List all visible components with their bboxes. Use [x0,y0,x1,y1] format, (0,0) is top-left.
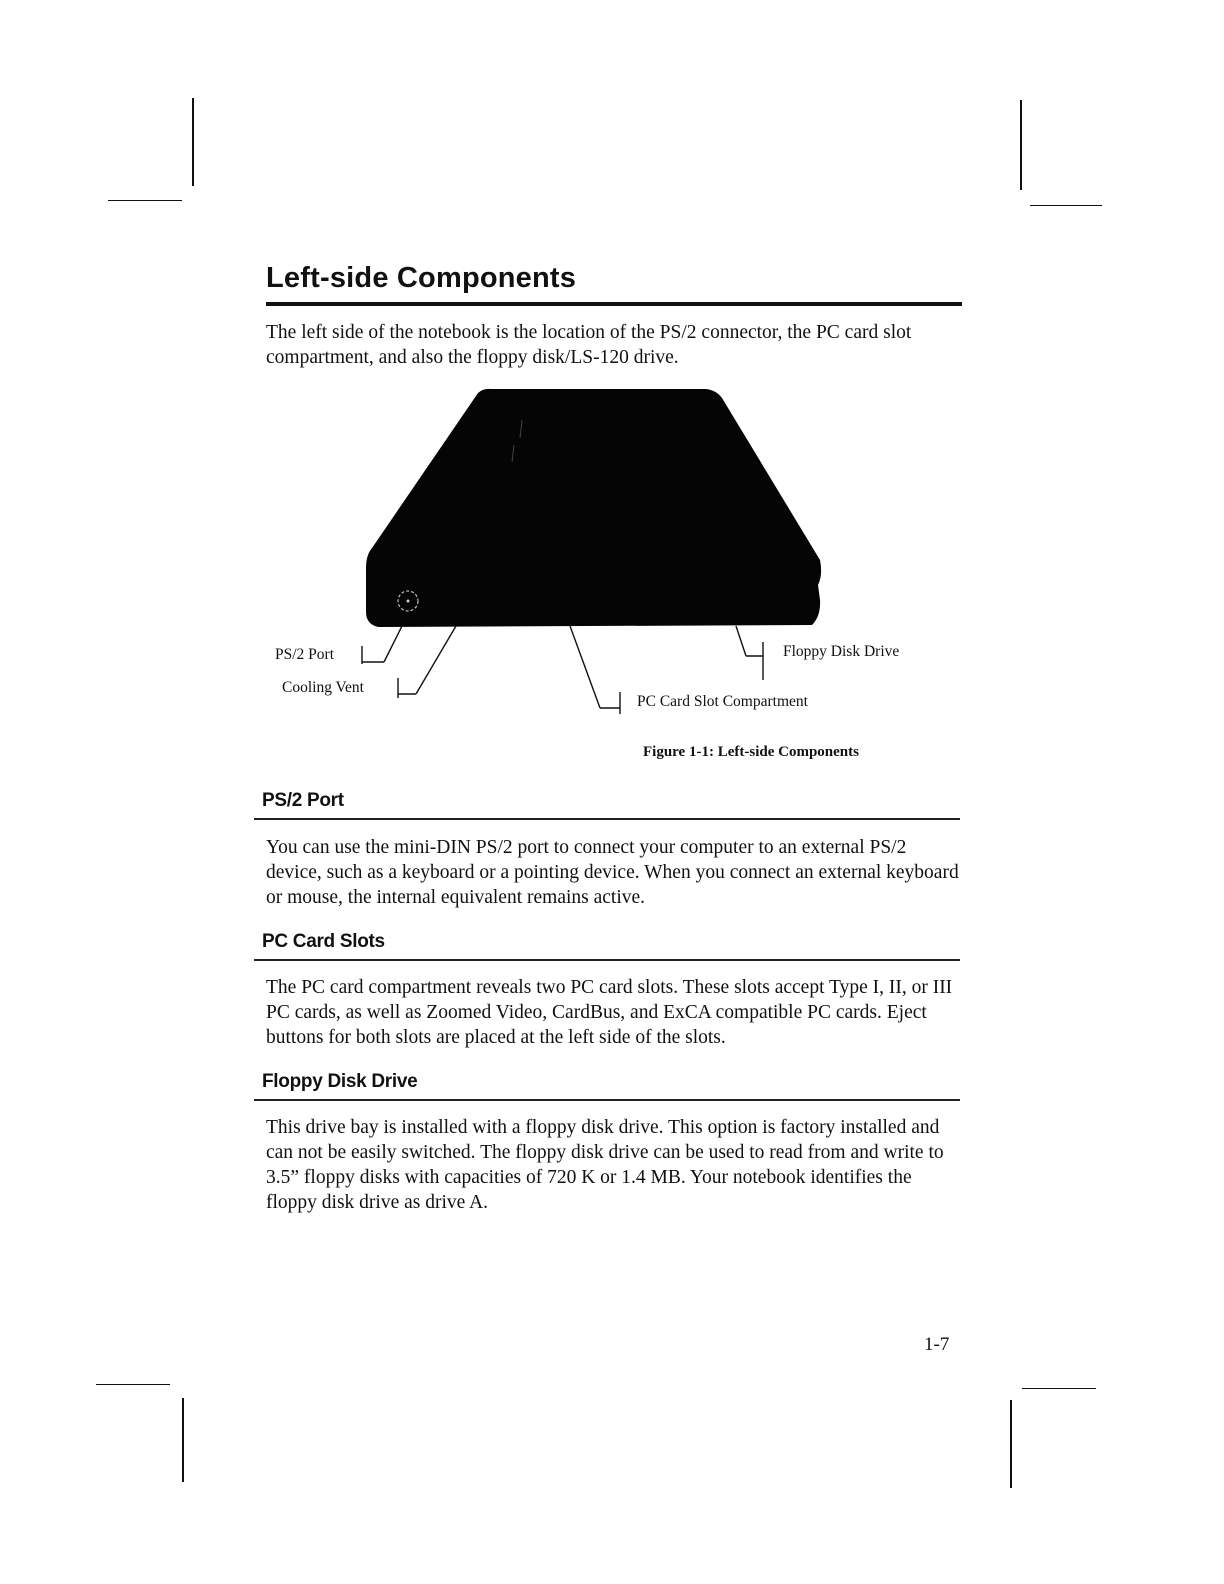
subsection-body-pc-card: The PC card compartment reveals two PC card slots. These slots accept Type I, II, or III PC cards, as well as Zoomed Video, CardBus, and ExCA compatible PC cards. Eject buttons for both slots are placed at the left side of the slots. [266,977,953,1048]
subsection-rule [254,1099,960,1101]
page-number: 1-7 [924,1334,950,1355]
subsection-body-ps2: You can use the mini-DIN PS/2 port to connect your computer to an external PS/2 device, such as a keyboard or a pointing device. When you connect an external keyboard or mouse, the internal equivalent remains active. [266,837,959,908]
notebook-silhouette [366,389,821,627]
subsection-heading-floppy: Floppy Disk Drive [262,1071,418,1092]
subsection-rule [254,959,960,961]
figure-caption: Figure 1-1: Left-side Components [643,744,859,760]
subsection-heading-ps2: PS/2 Port [262,790,344,811]
subsection-rule [254,818,960,820]
label-cooling-vent: Cooling Vent [282,679,364,696]
label-floppy-disk-drive: Floppy Disk Drive [783,643,900,660]
subsection-heading-pc-card: PC Card Slots [262,931,385,952]
intro-paragraph: The left side of the notebook is the location of the PS/2 connector, the PC card slot compartment, and also the floppy disk/LS-120 drive. [266,322,912,368]
label-ps2-port: PS/2 Port [275,646,335,663]
subsection-body-floppy: This drive bay is installed with a floppy disk drive. This option is factory installed and can not be easily switched. The floppy disk drive can be used to read from and write to 3.5” floppy disks with capacities of 720 K or 1.4 MB. Your notebook identifies the floppy disk drive as drive A. [266,1117,944,1213]
section-title: Left-side Components [266,262,577,294]
label-pc-card-slot: PC Card Slot Compartment [637,693,808,710]
